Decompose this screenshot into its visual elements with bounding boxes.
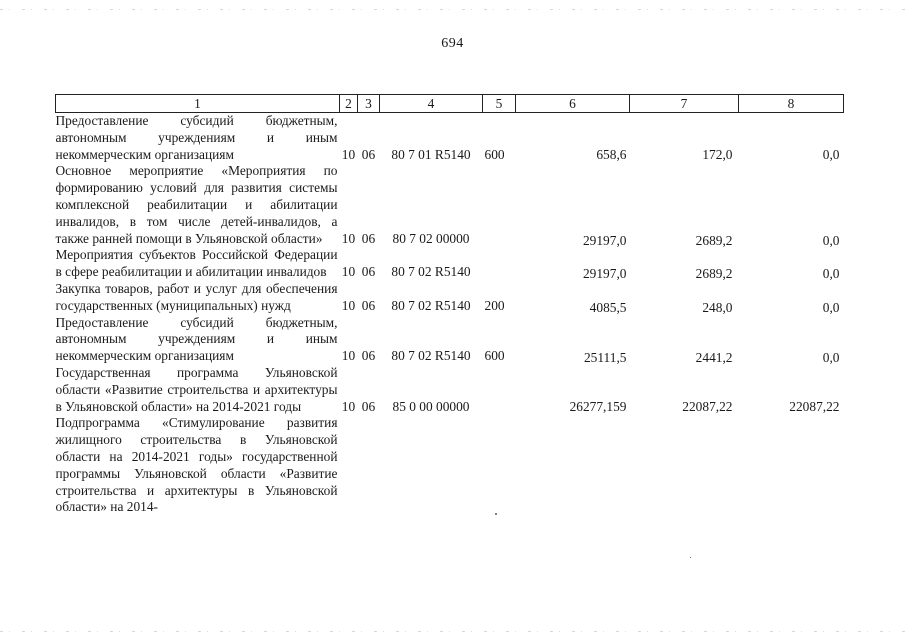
row-amount-col7: 172,0 bbox=[702, 146, 733, 162]
row-section: 10 bbox=[341, 230, 356, 246]
column-header-5: 5 bbox=[483, 95, 516, 113]
row-vr bbox=[483, 163, 516, 247]
row-csr: 80 7 02 R5140 bbox=[391, 264, 471, 280]
header-row bbox=[56, 95, 844, 113]
row-amount-col8: 0,0 bbox=[822, 146, 840, 162]
column-header-1: 1 bbox=[56, 95, 340, 113]
row-vr bbox=[483, 247, 516, 281]
row-subsection: 06 bbox=[361, 297, 376, 313]
row-name: Закупка товаров, работ и услуг для обеспечения государственных (муниципальных) нужд bbox=[55, 280, 338, 313]
budget-table-container bbox=[55, 94, 843, 516]
row-section: 10 bbox=[341, 297, 356, 313]
row-amount-col6 bbox=[516, 415, 630, 516]
row-section: 10 bbox=[341, 264, 356, 280]
row-csr: 80 7 02 00000 bbox=[392, 230, 470, 246]
row-csr: 80 7 01 R5140 bbox=[391, 146, 471, 162]
row-name: Основное мероприятие «Мероприятия по формированию условий для развития системы комплексной реабилитации и абилитации инвалидов, в том числе детей-инвалидов, а также ранней помощи в Ульяновской области» bbox=[55, 163, 338, 246]
row-amount-col8: 22087,22 bbox=[789, 398, 840, 414]
table-row bbox=[56, 247, 844, 281]
row-subsection bbox=[358, 415, 380, 516]
row-amount-col7: 2441,2 bbox=[695, 350, 733, 366]
row-subsection: 06 bbox=[361, 348, 376, 364]
row-amount-col6: 4085,5 bbox=[589, 299, 627, 315]
row-vr bbox=[483, 415, 516, 516]
row-amount-col8: 0,0 bbox=[822, 350, 840, 366]
scan-artifact-bottom bbox=[0, 631, 905, 632]
row-amount-col7 bbox=[630, 415, 739, 516]
table-row bbox=[56, 113, 844, 164]
row-amount-col6: 29197,0 bbox=[582, 266, 627, 282]
row-amount-col8: 0,0 bbox=[822, 266, 840, 282]
column-header-6: 6 bbox=[516, 95, 630, 113]
row-amount-col6: 658,6 bbox=[596, 146, 627, 162]
row-subsection: 06 bbox=[361, 146, 376, 162]
row-csr bbox=[380, 415, 483, 516]
row-amount-col7: 2689,2 bbox=[695, 266, 733, 282]
row-name: Государственная программа Ульяновской области «Развитие строительства и архитектуры в Ульяновской области» на 2014-2021 годы bbox=[55, 364, 338, 414]
row-amount-col6: 29197,0 bbox=[582, 232, 627, 248]
row-amount-col8 bbox=[739, 415, 844, 516]
table-row bbox=[56, 415, 844, 516]
row-vr: 200 bbox=[484, 297, 505, 313]
row-section: 10 bbox=[341, 348, 356, 364]
row-amount-col8: 0,0 bbox=[822, 299, 840, 315]
column-header-8: 8 bbox=[739, 95, 844, 113]
row-csr: 85 0 00 00000 bbox=[392, 398, 470, 414]
column-header-2: 2 bbox=[340, 95, 358, 113]
row-vr: 600 bbox=[484, 348, 505, 364]
row-amount-col7: 2689,2 bbox=[695, 232, 733, 248]
row-section: 10 bbox=[341, 146, 356, 162]
row-amount-col6: 25111,5 bbox=[583, 350, 627, 366]
table-row bbox=[56, 163, 844, 247]
row-vr bbox=[483, 365, 516, 415]
table-row bbox=[56, 315, 844, 365]
scan-speck bbox=[690, 557, 691, 558]
row-name: Мероприятия субъектов Российской Федерации в сфере реабилитации и абилитации инвалидов bbox=[55, 247, 338, 280]
row-subsection: 06 bbox=[361, 230, 376, 246]
row-subsection: 06 bbox=[361, 398, 376, 414]
table-body bbox=[56, 113, 844, 517]
column-header-4: 4 bbox=[380, 95, 483, 113]
row-section bbox=[340, 415, 358, 516]
row-amount-col8: 0,0 bbox=[822, 232, 840, 248]
table-header bbox=[56, 95, 844, 113]
column-header-3: 3 bbox=[358, 95, 380, 113]
column-header-7: 7 bbox=[630, 95, 739, 113]
row-name: Подпрограмма «Стимулирование развития жилищного строительства в Ульяновской области на 2014-2021 годы» государственной программы Ульяновской области «Развитие строительства и архитектуры в Ульяновской области» на 2014- bbox=[55, 415, 338, 515]
scan-artifact-top bbox=[0, 9, 905, 10]
table-row bbox=[56, 365, 844, 415]
row-amount-col6: 26277,159 bbox=[569, 398, 627, 414]
budget-table bbox=[55, 94, 844, 516]
row-amount-col7: 248,0 bbox=[702, 299, 733, 315]
row-vr: 600 bbox=[484, 146, 505, 162]
row-csr: 80 7 02 R5140 bbox=[391, 297, 471, 313]
row-csr: 80 7 02 R5140 bbox=[391, 348, 471, 364]
row-amount-col7: 22087,22 bbox=[682, 398, 733, 414]
page-number: 694 bbox=[441, 36, 464, 51]
table-row bbox=[56, 281, 844, 315]
row-section: 10 bbox=[341, 398, 356, 414]
row-name: Предоставление субсидий бюджетным, автономным учреждениям и иным некоммерческим организациям bbox=[55, 113, 338, 162]
row-name: Предоставление субсидий бюджетным, автономным учреждениям и иным некоммерческим организациям bbox=[55, 314, 338, 364]
row-subsection: 06 bbox=[361, 264, 376, 280]
